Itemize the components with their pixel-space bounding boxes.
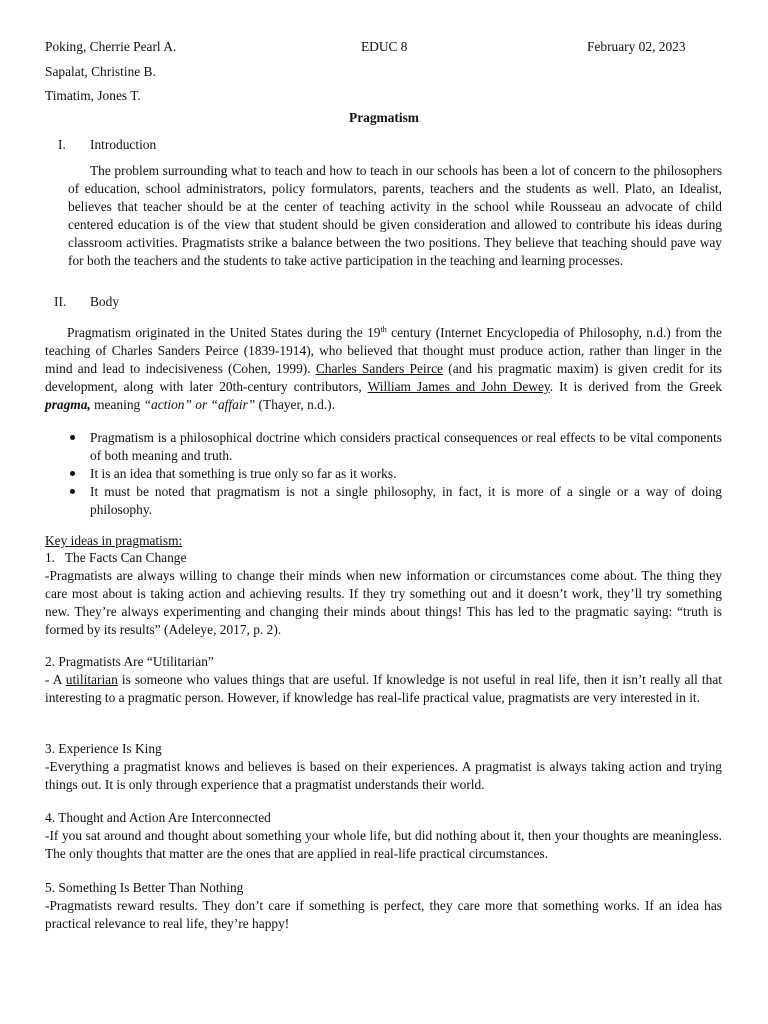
key-idea-text: -If you sat around and thought about something your whole life, but did nothing about it, then your thoughts are meaningless. The only thoughts that matter are the ones that are applied in real-life practical circumstances.: [45, 828, 722, 861]
text-run: (Thayer, n.d.).: [255, 397, 335, 412]
key-idea-title: 1. The Facts Can Change: [45, 550, 187, 565]
key-ideas-heading-text: Key ideas in pragmatism:: [45, 533, 183, 548]
body-paragraph: [45, 324, 722, 414]
section-numeral: II.: [54, 294, 67, 309]
greek-term: pragma,: [45, 397, 91, 412]
key-idea-title: 4. Thought and Action Are Interconnected: [45, 810, 271, 825]
text-run: . It is derived from the Greek: [549, 379, 722, 394]
key-idea-title: 3. Experience Is King: [45, 741, 162, 756]
key-idea-text: -Everything a pragmatist knows and believes is based on their experiences. A pragmatist is always taking action and trying things out. It is only through experience that a pragmatist understands their world.: [45, 759, 722, 792]
underlined-name: Charles Sanders Peirce: [315, 361, 444, 376]
key-idea: [45, 879, 722, 933]
bullet-list: [45, 429, 722, 519]
key-idea: [45, 740, 722, 794]
bullet-item: It must be noted that pragmatism is not a single philosophy, in fact, it is more of a single or a way of doing philosophy.: [45, 483, 722, 519]
key-idea: [45, 653, 722, 707]
section-heading: Introduction: [90, 137, 157, 152]
key-idea-text: -Pragmatists reward results. They don’t care if something is perfect, they care more that something works. If an idea has practical relevance to real life, they’re happy!: [45, 898, 722, 931]
key-idea: [45, 809, 722, 863]
text-run: meaning: [90, 397, 144, 412]
text-run: - A: [45, 672, 66, 687]
document-title: Pragmatism: [349, 110, 419, 125]
key-idea: [45, 549, 722, 639]
author-name: Timatim, Jones T.: [45, 88, 141, 103]
text-run: (and his pragmatic maxim) is given credit for its development, along with later 20th-century contributors,: [45, 361, 723, 394]
bullet-item: It is an idea that something is true only so far as it works.: [45, 465, 722, 483]
key-ideas-heading: [45, 532, 182, 550]
section-heading: Body: [90, 294, 120, 309]
bullet-item: Pragmatism is a philosophical doctrine which considers practical consequences or real effects to be vital components of both meaning and truth.: [45, 429, 722, 465]
key-idea-text: [45, 671, 722, 707]
author-name: Poking, Cherrie Pearl A.: [45, 39, 177, 54]
superscript: th: [380, 325, 387, 334]
underlined-name: William James and John Dewey: [367, 379, 550, 394]
key-idea-title: 5. Something Is Better Than Nothing: [45, 880, 244, 895]
term-meaning: “action” or “affair”: [143, 397, 256, 412]
author-name: Sapalat, Christine B.: [45, 64, 156, 79]
key-idea-text: -Pragmatists are always willing to change their minds when new information or circumstances come about. The thing they care most about is taking action and achieving results. If they try something out and it doesn’t work, they’ll try something new. They’re always experimenting and changing their minds about things! This has led to the pragmatic saying: “truth is formed by its results” (Adeleye, 2017, p. 2).: [45, 568, 722, 637]
course-code: EDUC 8: [361, 39, 408, 54]
intro-paragraph: The problem surrounding what to teach and how to teach in our schools has been a lot of concern to the philosophers of education, school administrators, policy formulators, parents, teachers and the students as well. Plato, an Idealist, believes that teacher should be at the center of teaching activity in the school while Rousseau an advocate of child centered education is of the view that student should be given consideration and allowed to contribute his ideas during classroom activities. Pragmatists strike a balance between the two positions. They believe that teaching should pave way for both the teachers and the students to take active participation in the teaching and learning processes.: [68, 163, 722, 268]
key-idea-title: 2. Pragmatists Are “Utilitarian”: [45, 654, 214, 669]
text-run: century (Internet Encyclopedia of Philosophy, n.d.) from the teaching of Charles Sanders Peirce (1839-1914), who believed that thought must produce action, rather than linger in the mind and lead to indecisiveness (Cohen, 1999).: [45, 325, 722, 376]
text-run: is someone who values things that are useful. If knowledge is not useful in real life, then it isn’t really all that interesting to a pragmatic person. However, if knowledge has real-life practical value, pragmatists are very interested in it.: [45, 672, 722, 705]
section-numeral: I.: [58, 137, 66, 152]
document-date: February 02, 2023: [587, 39, 686, 54]
text-run: Pragmatism originated in the United States during the 19: [67, 325, 381, 340]
underlined-term: utilitarian: [65, 672, 118, 687]
